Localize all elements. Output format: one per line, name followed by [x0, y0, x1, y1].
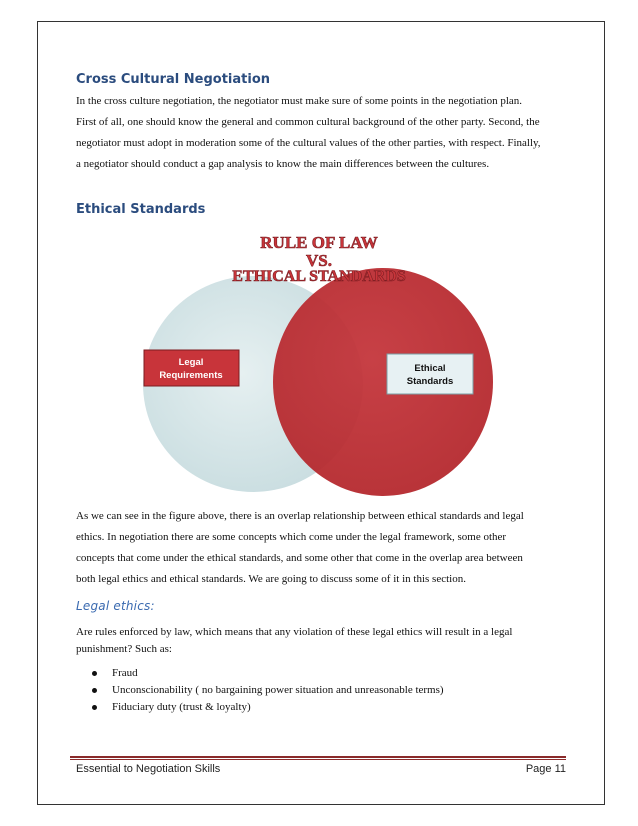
venn-figure — [138, 226, 500, 502]
ethical-standards-label-line1: Ethical — [414, 363, 446, 374]
text-line: concepts that come under the ethical standards, and some other that come in the overlap area between — [76, 552, 523, 564]
ethical-standards-label-line2: Standards — [406, 376, 454, 387]
text-line: First of all, one should know the general and common cultural background of the other party. Second, the — [76, 116, 540, 128]
section-heading-ethical-standards: Ethical Standards — [76, 202, 206, 217]
footer-title: Essential to Negotiation Skills — [76, 763, 221, 775]
legal-ethics-paragraph — [76, 624, 566, 658]
footer-divider — [70, 756, 566, 758]
venn-diagram — [138, 226, 500, 502]
legal-ethics-bullet-list — [92, 665, 444, 716]
text-line: a negotiator should conduct a gap analysis to know the main differences between the cultures. — [76, 158, 490, 170]
ethical-standards-paragraph — [76, 506, 566, 590]
ethical-standards-box — [387, 354, 473, 394]
legal-requirements-label-line1: Legal — [178, 357, 204, 368]
cross-cultural-paragraph — [76, 91, 566, 175]
footer-divider-thin — [70, 759, 566, 760]
text-line: both legal ethics and ethical standards. We are going to discuss some of it in this section. — [76, 573, 466, 585]
legal-requirements-label-line2: Requirements — [159, 370, 223, 381]
figure-title-line1: RULE OF LAW — [260, 233, 378, 252]
list-item: Fraud — [92, 665, 444, 682]
figure-title-line3: ETHICAL STANDARDS — [232, 268, 406, 285]
list-item: Unconscionability ( no bargaining power situation and unreasonable terms) — [92, 682, 444, 699]
list-item: Fiduciary duty (trust & loyalty) — [92, 699, 444, 716]
figure-title-line2: VS. — [306, 251, 332, 270]
text-line: Are rules enforced by law, which means that any violation of these legal ethics will result in a legal — [76, 626, 513, 638]
page-number: Page 11 — [525, 763, 566, 775]
text-line: As we can see in the figure above, there is an overlap relationship between ethical standards and legal — [76, 510, 524, 522]
text-line: In the cross culture negotiation, the negotiator must make sure of some points in the negotiation plan. — [76, 95, 523, 107]
text-line: ethics. In negotiation there are some concepts which come under the legal framework, some other — [76, 531, 507, 543]
section-heading-cross-cultural: Cross Cultural Negotiation — [76, 72, 271, 87]
text-line: punishment? Such as: — [76, 643, 172, 655]
text-line: negotiator must adopt in moderation some of the cultural values of the other parties, with respect. Finally, — [76, 137, 541, 149]
section-heading-legal-ethics: Legal ethics: — [76, 599, 155, 613]
